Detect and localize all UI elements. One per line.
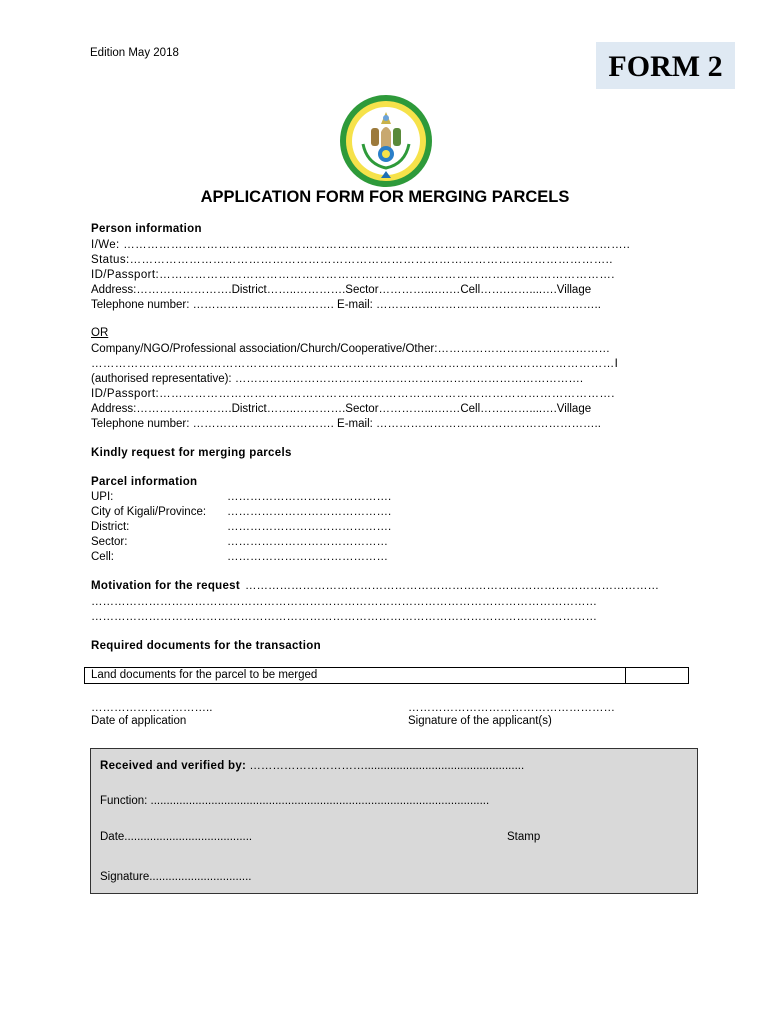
parcel-province-field[interactable]: ……………………………………. [227, 506, 392, 518]
motivation-field-line-2[interactable]: …………………………………………………………………………………………………………………… [91, 596, 597, 608]
required-docs-heading: Required documents for the transaction [91, 640, 321, 652]
received-by-line[interactable] [100, 760, 524, 772]
application-date-field[interactable]: ………………………….. [91, 702, 213, 714]
edition-date: Edition May 2018 [90, 47, 179, 59]
receipt-signature-field[interactable]: Signature................................ [100, 871, 252, 883]
form-title: APPLICATION FORM FOR MERGING PARCELS [200, 188, 570, 206]
receipt-date-field[interactable]: Date........................................ [100, 831, 253, 843]
company-contact-field[interactable]: Telephone number: ………………………………. E-mail: ………………………………………………….. [91, 418, 601, 430]
person-name-field[interactable]: I/We: ……………………………………………………………………………………………………………….. [91, 239, 631, 251]
company-address-field[interactable]: Address:…………………….District……..………….Sector…………...….…Cell…….……....….Village [91, 403, 592, 415]
person-id-field[interactable]: ID/Passport:……………………………………………………………………………………………………. [91, 269, 615, 281]
required-doc-item: Land documents for the parcel to be merged [85, 668, 626, 683]
or-separator: OR [91, 327, 109, 339]
company-id-field[interactable]: ID/Passport:……………………………………………………………………………………………………. [91, 388, 615, 400]
form-number-badge: FORM 2 [596, 42, 735, 89]
parcel-sector-field[interactable]: …………………………………… [227, 536, 388, 548]
applicant-signature-label: Signature of the applicant(s) [408, 715, 552, 727]
application-date-label: Date of application [91, 715, 187, 727]
request-heading: Kindly request for merging parcels [91, 447, 292, 459]
required-docs-table [84, 667, 689, 684]
parcel-upi-label: UPI: [91, 491, 114, 503]
motivation-field-line-1[interactable]: ……………………………………………………………………………………………… [245, 580, 659, 592]
parcel-district-label: District: [91, 521, 130, 533]
function-field[interactable]: Function: .......................................................................................................... [100, 795, 490, 807]
received-by-dots: ………………………….................................................. [246, 760, 525, 772]
person-address-field[interactable]: Address:…………………….District……..………….Sector…………...….…Cell…….……....….Village [91, 284, 592, 296]
person-info-heading: Person information [91, 223, 202, 235]
person-status-field[interactable]: Status:………………………………………………………………………………………………………….. [91, 254, 613, 266]
parcel-upi-field[interactable]: ……………………………………. [227, 491, 392, 503]
stamp-label: Stamp [507, 831, 541, 843]
parcel-sector-label: Sector: [91, 536, 128, 548]
parcel-province-label: City of Kigali/Province: [91, 506, 207, 518]
motivation-field-line-3[interactable]: …………………………………………………………………………………………………………………… [91, 611, 597, 623]
company-type-field[interactable]: Company/NGO/Professional association/Church/Cooperative/Other:……………………………………… [91, 343, 610, 355]
rwanda-seal-emblem [337, 92, 435, 190]
received-by-label: Received and verified by: [100, 760, 247, 772]
parcel-district-field[interactable]: ……………………………………. [227, 521, 392, 533]
parcel-info-heading: Parcel information [91, 476, 198, 488]
motivation-label: Motivation for the request [91, 580, 241, 592]
parcel-cell-field[interactable]: …………………………………… [227, 551, 388, 563]
applicant-signature-field[interactable]: ……………………………………………… [408, 702, 615, 714]
person-contact-field[interactable]: Telephone number: ………………………………. E-mail: ………………………………………………….. [91, 299, 601, 311]
authorised-rep-field[interactable]: (authorised representative): ………………………………………………………………………………. [91, 373, 584, 385]
company-name-field[interactable]: ……………………………………………………………………………………………………………………I [91, 358, 619, 370]
parcel-cell-label: Cell: [91, 551, 115, 563]
